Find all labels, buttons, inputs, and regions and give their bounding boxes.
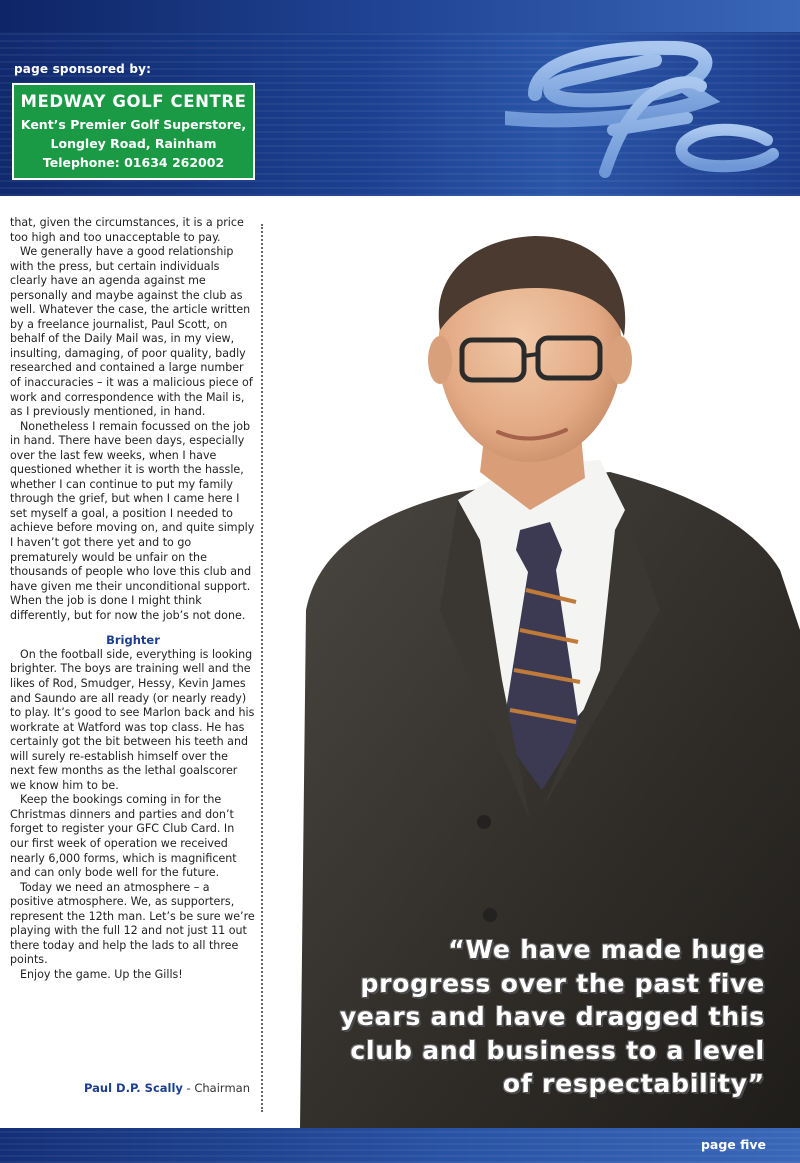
pull-quote-line: progress over the past five [360, 968, 765, 998]
article-paragraph: We generally have a good relationship with the press, but certain individuals clearly have an agenda against me personally and maybe against the club as well. Whatever the case, the article written by a freelance journalist, Paul Scott, on behalf of the Daily Mail was, in my view, insulting, damaging, of poor quality, badly researched and contained a large number of inaccuracies – it was a malicious piece of work and correspondence with the Mail is, as I previously mentioned, in hand. [10, 245, 253, 419]
article-column [10, 216, 256, 982]
article-paragraph: that, given the circumstances, it is a price too high and too unacceptable to pay. [10, 216, 244, 244]
signature-name: Paul D.P. Scally [84, 1081, 183, 1095]
pull-quote-line: years and have dragged this [339, 1002, 765, 1031]
signature-role: - Chairman [182, 1081, 250, 1095]
gfc-logo [505, 22, 785, 182]
pull-quote-line: club and business to a level [350, 1035, 765, 1065]
signature [10, 1081, 250, 1095]
article-paragraph: Today we need an atmosphere – a positive atmosphere. We, as supporters, represent the 12th man. Let’s be sure we’re playing with the full 12 and not just 11 out there today and help the lads to all three points. [10, 880, 255, 967]
article-paragraph: On the football side, everything is looking brighter. The boys are training well and the likes of Rod, Smudger, Hessy, Kevin James and Saundo are all ready (or nearly ready) to play. It’s good to see Marlon back and his workrate at Watford was top class. He has certainly got the bit between his teeth and will surely re-establish himself over the next few months as the lethal goalscorer we know him to be. [10, 647, 255, 792]
column-divider [261, 224, 263, 1112]
header-banner [0, 0, 800, 196]
sponsor-tagline: Kent’s Premier Golf Superstore, [20, 117, 247, 132]
footer-banner [0, 1128, 800, 1163]
sponsor-telephone: Telephone: 01634 262002 [42, 155, 225, 170]
pull-quote-line: of respectability” [502, 1069, 765, 1098]
pull-quote-line: “We have made huge [448, 935, 765, 964]
sponsor-name: MEDWAY GOLF CENTRE [20, 92, 247, 111]
sponsor-label: page sponsored by: [14, 62, 152, 76]
article-paragraph: Keep the bookings coming in for the Christmas dinners and parties and don’t forget to register your GFC Club Card. In our first week of operation we received nearly 6,000 forms, which is magnificent and can only bode well for the future. [10, 793, 237, 880]
sponsor-box [12, 83, 255, 180]
article-paragraph: Nonetheless I remain focussed on the job in hand. There have been days, especially over the last few weeks, when I have questioned whether it is worth the hassle, whether I can continue to put my family through the grief, but when I came here I set myself a goal, a position I needed to achieve before moving on, and quite simply I haven’t got there yet and to go prematurely would be unfair on the thousands of people who love this club and have given me their unconditional support. When the job is done I might think differently, but for now the job’s not done. [10, 419, 255, 622]
sponsor-address: Longley Road, Rainham [50, 136, 217, 151]
page-number: page five [700, 1137, 766, 1152]
article-paragraph: Enjoy the game. Up the Gills! [20, 967, 183, 981]
article-subheading: Brighter [106, 633, 160, 648]
pull-quote [290, 933, 765, 1101]
